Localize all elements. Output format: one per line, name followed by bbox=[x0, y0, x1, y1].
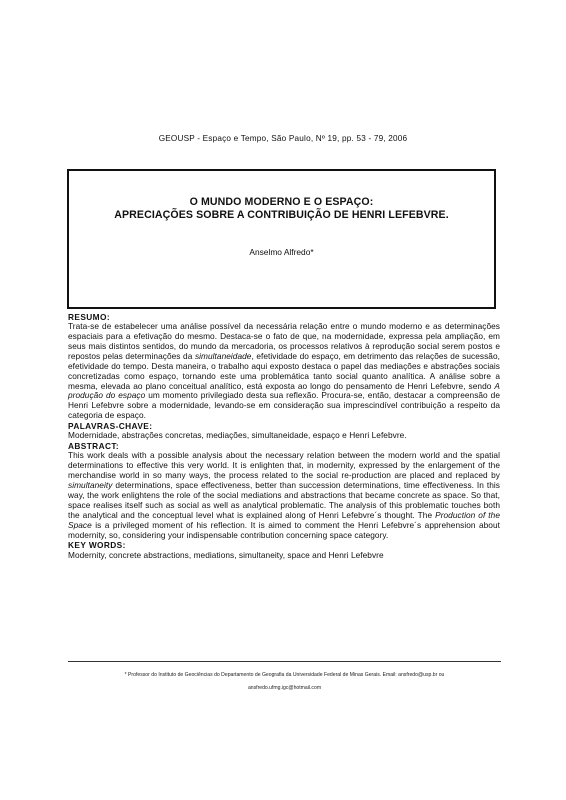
journal-header: GEOUSP - Espaço e Tempo, São Paulo, Nº 19, pp. 53 - 79, 2006 bbox=[158, 134, 408, 143]
footnote-line-1: * Professor do Instituto de Geociências do Departamento de Geografia da Universidade Federal de Minas Gerais. Email: ansfredo@usp.br ou bbox=[124, 672, 445, 678]
key-words-text: Modernity, concrete abstractions, mediations, simultaneity, space and Henri Lefebvre bbox=[68, 549, 384, 560]
key-words-heading: KEY WORDS: bbox=[68, 540, 126, 551]
resumo-heading: RESUMO: bbox=[68, 312, 110, 322]
article-title-line-1: O MUNDO MODERNO E O ESPAÇO: bbox=[189, 196, 374, 208]
resumo-text-part-3: um momento privilegiado desta sua reflexão. Procura-se, então, destacar a compreensão de Henri Lefebvre sobre a modernidade, levando-se em consideração sua imprescindível contribuição a respeito da categoria de espaço. bbox=[68, 390, 500, 421]
abstract-text-part-2: determinations, space effectiveness, better than succession determinations, time effectiveness. In this way, the work enlightens the role of the social mediations and abstractions that became concrete as space. So that, space realises itself such as social as well as analytical problematic. The analysis of this problematic touches both the analytical and the conceptual level what is explained along of Henri Lefebvre´s thought. The bbox=[68, 479, 500, 520]
palavras-chave-heading: PALAVRAS-CHAVE: bbox=[68, 421, 153, 432]
abstract-section bbox=[68, 312, 500, 560]
palavras-chave-text: Modernidade, abstrações concretas, mediações, simultaneidade, espaço e Henri Lefebvre. bbox=[68, 430, 407, 441]
resumo-text-part-2: , efetividade do espaço, em detrimento das relações de sucessão, efetividade do tempo. Desta maneira, o trabalho aqui exposto destaca o papel das mediações e abstrações sociais concretizadas como espaço, tornando este uma problemática tanto social quanto analítica. A análise sobre a mesma, elevada ao plano conceitual analítico, está exposta ao longo do pensamento de Henri Lefebvre, sendo bbox=[68, 350, 500, 391]
footnote-divider bbox=[68, 661, 501, 662]
abstract-italic-term-1: simultaneity bbox=[68, 479, 113, 490]
author-footnote bbox=[68, 669, 501, 695]
abstract-text bbox=[68, 451, 500, 540]
abstract-italic-term-2: Production of the Space bbox=[68, 509, 500, 530]
resumo-italic-term-2: A produção do espaço bbox=[68, 380, 500, 401]
resumo-italic-term-1: simultaneidade bbox=[194, 350, 252, 361]
abstract-text-part-1: This work deals with a possible analysis about the necessary relation between the modern world and the spatial determinations to effective this very world. It is enlighten that, in modernity, expressed by the enlargement of the merchandise world in so many ways, the process related to the social re-production are placed and replaced by bbox=[68, 450, 500, 481]
footnote-line-2: ansfredo.ufmg.igc@hotmail.com bbox=[247, 685, 322, 691]
article-title-line-2: APRECIAÇÕES SOBRE A CONTRIBUIÇÃO DE HENRI LEFEBVRE. bbox=[114, 209, 449, 221]
resumo-text bbox=[68, 322, 500, 421]
author-name: Anselmo Alfredo* bbox=[249, 247, 314, 257]
title-box bbox=[67, 169, 496, 309]
resumo-text-part-1: Trata-se de estabelecer uma análise possível da necessária relação entre o mundo moderno e as determinações espaciais para a efetivação do mesmo. Destaca-se o fato de que, na modernidade, expressa pela ampliação, em seus mais distintos sentidos, do mundo da mercadoria, os processos relativos à reprodução social serem postos e repostos pelas determinações da bbox=[68, 321, 500, 361]
abstract-heading: ABSTRACT: bbox=[68, 441, 120, 452]
abstract-text-part-3: is a privileged moment of his reflection. It is aimed to comment the Henri Lefebvre´s apprehension about modernity, so, considering your indispensable contribution concerning space category. bbox=[68, 519, 500, 540]
